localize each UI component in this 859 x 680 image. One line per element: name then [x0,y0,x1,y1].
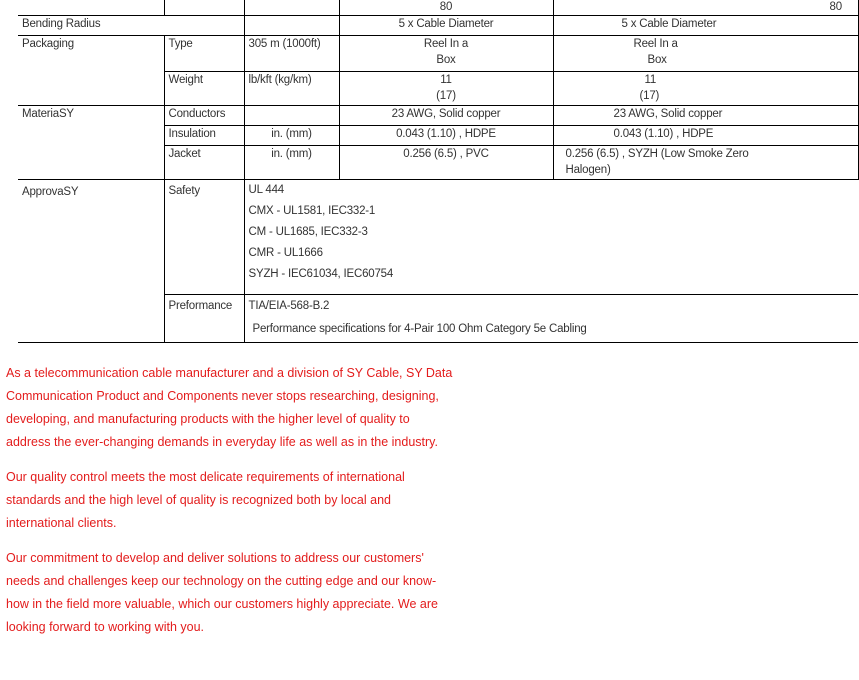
safety-item: CM - UL1685, IEC332-3 [248,226,368,238]
table-row [18,16,858,36]
table-row [18,36,858,72]
cable-spec-table [18,0,859,343]
description-paragraph: Our quality control meets the most delicate requirements of international standards and the high level of quality is recognized both by local and international clients. [6,470,405,530]
spec-value: 80 [553,0,858,16]
spec-value: 23 AWG, Solid copper [553,106,858,126]
table-row [18,0,858,16]
performance-standard: TIA/EIA-568-B.2 [248,300,330,312]
sub-label-performance: Preformance [164,295,244,343]
row-label-materials: MateriaSY [18,106,164,180]
spec-value: 0.256 (6.5) , SYZH (Low Smoke Zero Halogen) [553,146,858,180]
spec-value: 5 x Cable Diameter [553,16,858,36]
row-label-packaging: Packaging [18,36,164,106]
safety-item: CMX - UL1581, IEC332-1 [248,205,376,217]
unit-label: in. (mm) [244,126,339,146]
safety-item: SYZH - IEC61034, IEC60754 [248,268,394,280]
spec-value: 0.256 (6.5) , PVC [339,146,553,180]
sub-label-safety: Safety [164,180,244,295]
spec-value: 80 [339,0,553,16]
unit-label: lb/kft (kg/km) [244,72,339,106]
spec-value: 23 AWG, Solid copper [339,106,553,126]
company-description [6,362,456,651]
description-paragraph: As a telecommunication cable manufacturer and a division of SY Cable, SY Data Communication Product and Components never stops researching, designing, developing, and manufacturing products with the higher level of quality to address the ever-changing demands in everyday life as well as in the industry. [6,366,453,449]
row-label-bending-radius: Bending Radius [18,16,244,36]
sub-label-type: Type [164,36,244,72]
performance-cell [244,295,858,343]
spec-value: 11 (17) [553,72,858,106]
sub-label-insulation: Insulation [164,126,244,146]
spec-value: 5 x Cable Diameter [339,16,553,36]
unit-label: in. (mm) [244,146,339,180]
table-row [18,106,858,126]
sub-label-jacket: Jacket [164,146,244,180]
unit-label: 305 m (1000ft) [244,36,339,72]
sub-label-conductors: Conductors [164,106,244,126]
safety-item: UL 444 [248,184,284,196]
spec-value: 11 (17) [339,72,553,106]
description-paragraph: Our commitment to develop and deliver solutions to address our customers' needs and challenges keep our technology on the cutting edge and our know-how in the field more valuable, which our customers highly appreciate. We are looking forward to working with you. [6,551,438,634]
table-row [18,180,858,295]
row-label-approvals: ApprovaSY [18,180,164,343]
spec-value: Reel In a Box [553,36,858,72]
spec-value: 0.043 (1.10) , HDPE [553,126,858,146]
safety-list [244,180,858,295]
sub-label-weight: Weight [164,72,244,106]
spec-value: Reel In a Box [339,36,553,72]
spec-value: 0.043 (1.10) , HDPE [339,126,553,146]
performance-description: Performance specifications for 4-Pair 100 Ohm Category 5e Cabling [252,323,587,335]
safety-item: CMR - UL1666 [248,247,323,259]
